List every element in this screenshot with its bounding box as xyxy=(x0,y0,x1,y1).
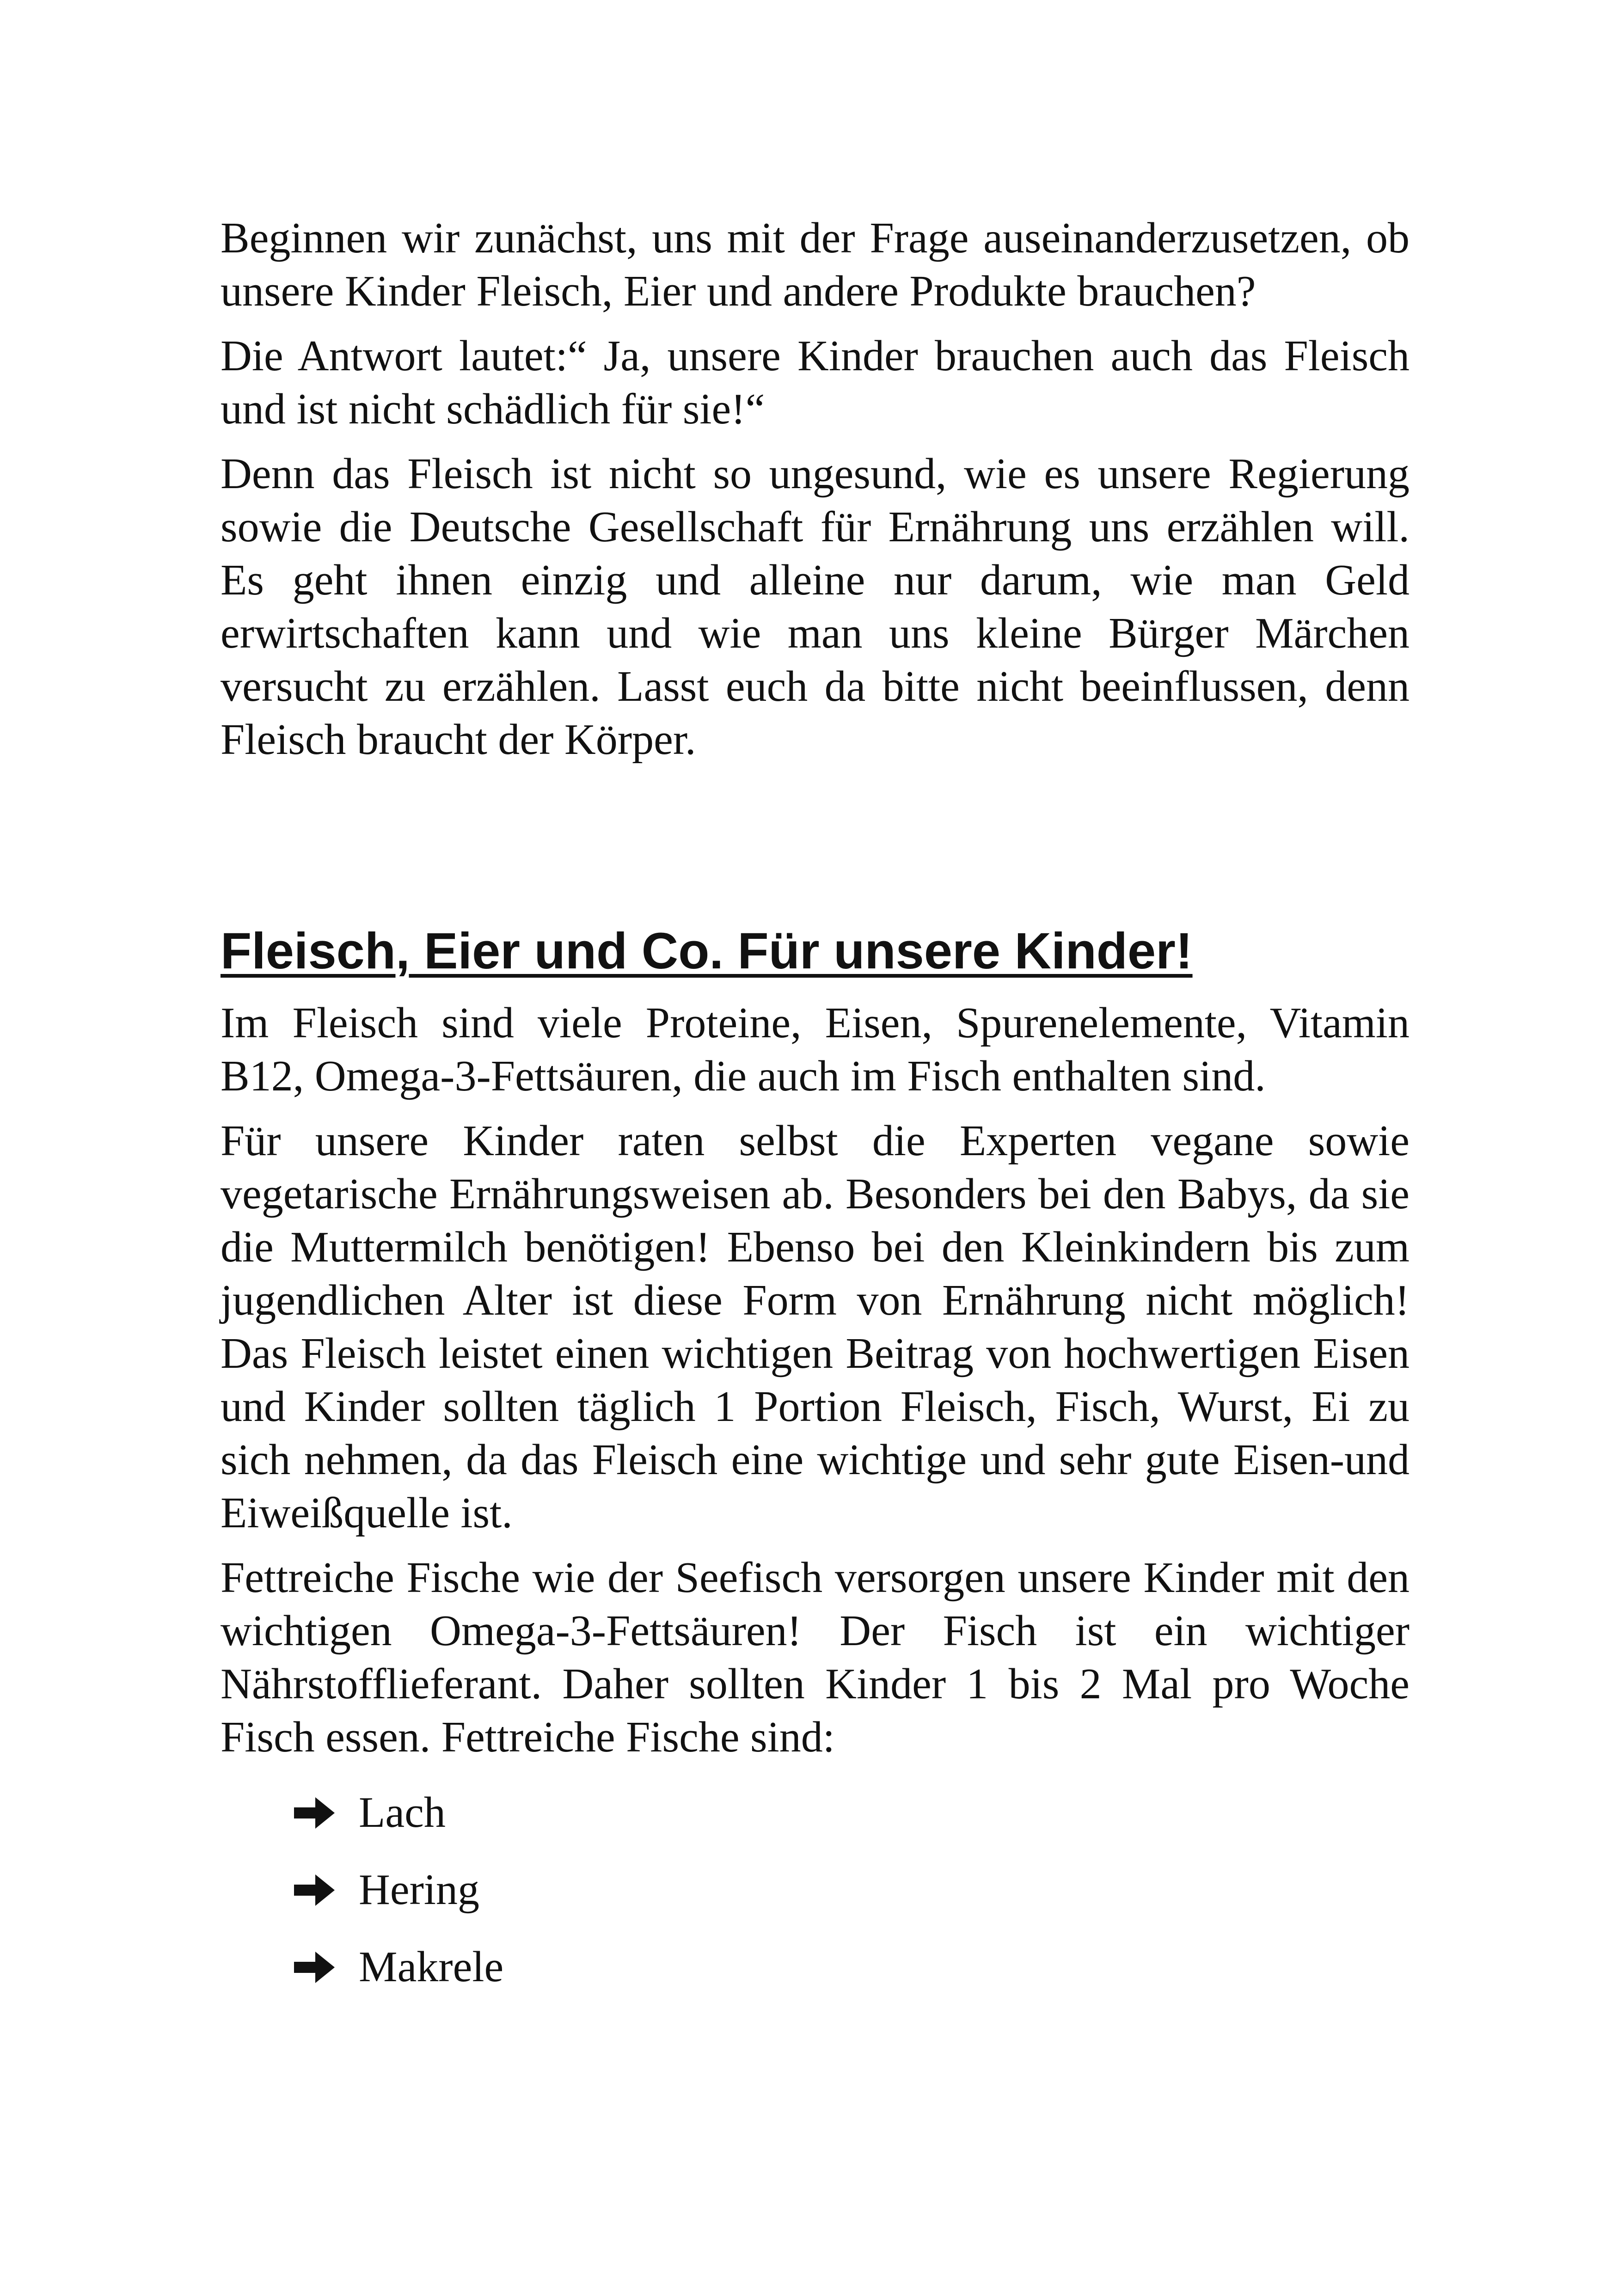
right-arrow-icon xyxy=(291,1872,359,1909)
list-item-label: Lach xyxy=(359,1788,446,1837)
list-item xyxy=(291,1863,1410,1916)
intro-paragraph-1: Beginnen wir zunächst, uns mit der Frage auseinanderzusetzen, ob unsere Kinder Fleisch, Eier und andere Produkte brauchen? xyxy=(221,214,1410,315)
page-content xyxy=(221,212,1410,2018)
right-arrow-icon xyxy=(291,1794,359,1831)
intro-paragraph-3: Denn das Fleisch ist nicht so ungesund, wie es unsere Regierung sowie die Deutsche Gesellschaft für Ernährung uns erzählen will. Es geht ihnen einzig und alleine nur darum, wie man Geld erwirtschaften kann und wie man uns kleine Bürger Märchen versucht zu erzählen. Lasst euch da bitte nicht beeinflussen, denn Fleisch braucht der Körper. xyxy=(221,450,1410,764)
section-heading: Fleisch, Eier und Co. Für unsere Kinder! xyxy=(221,923,1193,980)
list-item-label: Makrele xyxy=(359,1943,504,1991)
section-paragraph-2: Für unsere Kinder raten selbst die Experten vegane sowie vegetarische Ernährungsweisen ab. Besonders bei den Babys, da sie die Muttermilch benötigen! Ebenso bei den Kleinkindern bis zum jugendlichen Alter ist diese Form von Ernährung nicht möglich! Das Fleisch leistet einen wichtigen Beitrag von hochwertigen Eisen und Kinder sollten täglich 1 Portion Fleisch, Fisch, Wurst, Ei zu sich nehmen, da das Fleisch eine wichtige und sehr gute Eisen-und Eiweißquelle ist. xyxy=(221,1117,1410,1537)
section-paragraph-1: Im Fleisch sind viele Proteine, Eisen, Spurenelemente, Vitamin B12, Omega-3-Fettsäuren, die auch im Fisch enthalten sind. xyxy=(221,999,1410,1100)
right-arrow-icon xyxy=(291,1949,359,1986)
fish-list xyxy=(221,1786,1410,1994)
section-paragraph-3: Fettreiche Fische wie der Seefisch versorgen unsere Kinder mit den wichtigen Omega-3-Fettsäuren! Der Fisch ist ein wichtiger Nährstofflieferant. Daher sollten Kinder 1 bis 2 Mal pro Woche Fisch essen. Fettreiche Fische sind: xyxy=(221,1554,1410,1761)
list-item xyxy=(291,1786,1410,1839)
intro-paragraph-2: Die Antwort lautet:“ Ja, unsere Kinder brauchen auch das Fleisch und ist nicht schädlich für sie!“ xyxy=(221,332,1410,433)
list-item xyxy=(291,1941,1410,1994)
list-item-label: Hering xyxy=(359,1866,480,1914)
